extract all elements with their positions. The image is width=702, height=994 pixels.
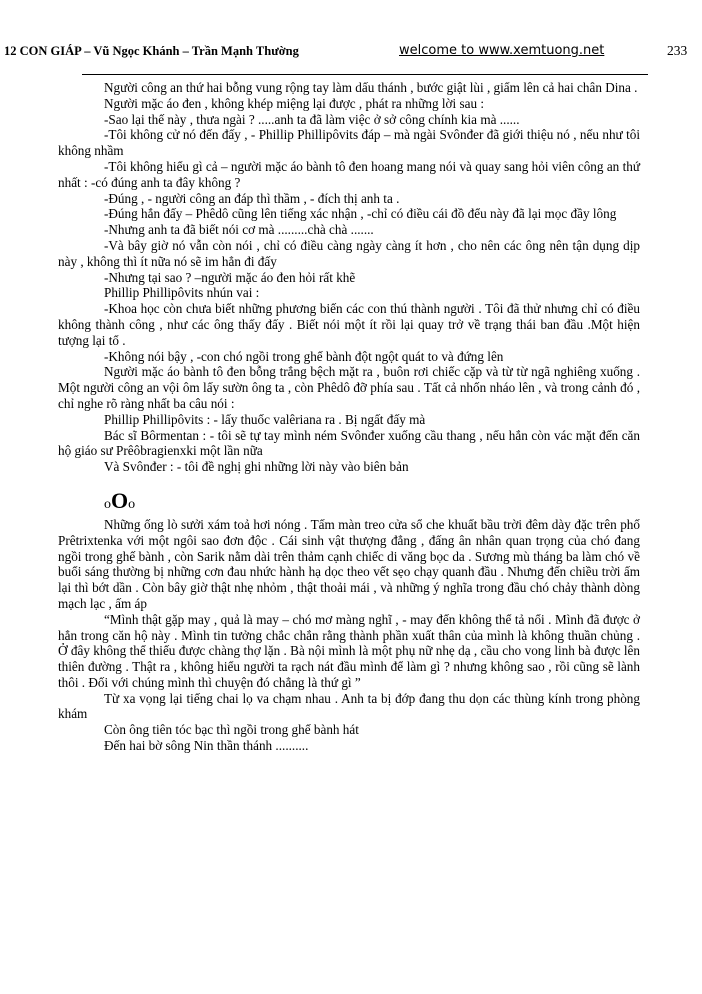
paragraph: -Và bây giờ nó vẫn còn nói , chỉ có điều càng ngày càng ít hơn , cho nên các ông nên tận dụng dịp này , không thì ít nữa nó sẽ im hẳn đi đấy <box>58 237 640 269</box>
paragraph: Bác sĩ Bôrmentan : - tôi sẽ tự tay mình ném Svônđer xuống cầu thang , nếu hắn còn vác mặt đến căn hộ giáo sư Prêôbragienxki một lần nữa <box>58 427 640 459</box>
page-number: 233 <box>667 43 688 58</box>
paragraph: -Nhưng tại sao ? –người mặc áo đen hỏi rất khẽ <box>104 269 356 285</box>
page-body <box>58 80 640 754</box>
paragraph: -Sao lại thế này , thưa ngài ? .....anh ta đã làm việc ở sở công chính kia mà ...... <box>104 111 520 127</box>
paragraph: Người công an thứ hai bỗng vung rộng tay làm dấu thánh , bước giật lùi , giẩm lên cả hai chân Dina . <box>104 80 638 95</box>
paragraph: Người mặc áo bành tô đen bỗng trắng bệch mặt ra , buôn rơi chiếc cặp và từ từ ngã nghiêng xuống . Một người công an vội ôm lấy sườn ông ta , còn Phêdô đỡ phía sau . Tất cả nhốn nháo lên , và trong cảnh đó , chỉ nghe rõ ràng nhất ba câu nói : <box>58 364 640 411</box>
section-separator <box>104 489 640 513</box>
paragraph: -Khoa học còn chưa biết những phương biến các con thú thành người . Tôi đã thử nhưng chỉ có điều không thành công , như các ông thấy đấy . Biết nói một ít rồi lại quay trở về trạng thái ban đầu .Một hiện tượng lại tổ . <box>58 301 640 348</box>
paragraph: “Mình thật gặp may , quả là may – chó mơ màng nghĩ , - may đến không thể tả nổi . Mình đã được ở hẳn trong căn hộ này . Mình tin tưởng chắc chắn rằng thành phần xuất thân của mình là không thuần chủng . Ở đây không thể thiếu được chàng thợ lặn . Bà nội mình là một phụ nữ nhẹ dạ , cầu cho vong linh bà được lên thiên đường . Thật ra , không hiểu người ta rạch nát đầu mình để làm gì ? nhưng không sao , rồi cũng sẽ lành thôi . Đối với chúng mình thì chuyện đó chẳng là thứ gì ” <box>58 611 640 690</box>
paragraph: Phillip Phillipôvits nhún vai : <box>104 285 260 301</box>
paragraph: -Đúng , - người công an đáp thì thầm , - đích thị anh ta . <box>104 190 400 206</box>
separator-left: o <box>104 496 111 512</box>
separator-center: O <box>111 487 129 513</box>
paragraph: Đến hai bờ sông Nin thần thánh .......... <box>104 738 309 754</box>
paragraph: Phillip Phillipôvits : - lấy thuốc valêriana ra . Bị ngất đấy mà <box>104 411 426 427</box>
paragraph: -Tôi không hiểu gì cả – người mặc áo bành tô đen hoang mang nói và quay sang hỏi viên công an thứ nhất : -có đúng anh ta đây không ? <box>58 158 640 190</box>
paragraph: Người mặc áo đen , không khép miệng lại được , phát ra những lời sau : <box>104 95 485 111</box>
paragraph: Những ống lò sưởi xám toả hơi nóng . Tấm màn treo cửa sổ che khuất bầu trời đêm dày đặc trên phố Prêtrixtenka với một ngôi sao đơn độc . Cái sinh vật thượng đẳng , đấng ân nhân quan trọng của chó đang ngồi trong ghế bành , còn Sarik nằm dài trên thảm cạnh chiếc di văng bọc da . Sương mù tháng ba làm chó về buổi sáng thường bị những cơn đau nhức hành hạ dọc theo vết sẹo chạy quanh đầu . Nhưng đến chiều trời ấm lại thì bớt dần . Còn bây giờ thật nhẹ nhỏm , thật thoải mái , và những ý nghĩa trong đầu chó chảy thành dòng mạch lạc , ấm áp <box>58 516 640 611</box>
separator-right: o <box>128 496 136 512</box>
paragraph: Còn ông tiên tóc bạc thì ngồi trong ghế bành hát <box>104 722 359 738</box>
paragraph: -Không nói bậy , -con chó ngồi trong ghế bành đột ngột quát to và đứng lên <box>104 348 504 364</box>
website-link[interactable]: welcome to www.xemtuong.net <box>399 43 605 58</box>
paragraph: Từ xa vọng lại tiếng chai lọ va chạm nhau . Anh ta bị đớp đang thu dọn các thùng kính trong phòng khám <box>58 690 640 722</box>
page-header <box>0 44 702 64</box>
header-divider <box>82 74 648 75</box>
running-title: 12 CON GIÁP – Vũ Ngọc Khánh – Trần Mạnh Thường <box>4 44 299 58</box>
paragraph: Và Svônđer : - tôi đề nghị ghi những lời này vào biên bản <box>104 459 409 475</box>
paragraph: -Tôi không cử nó đến đấy , - Phillip Phillipôvits đáp – mà ngài Svônđer đã giới thiệu nó , nếu như tôi không nhầm <box>58 127 640 159</box>
paragraph: -Nhưng anh ta đã biết nói cơ mà .........chà chà ....... <box>104 222 374 238</box>
paragraph: -Đúng hắn đấy – Phêdô cũng lên tiếng xác nhận , -chỉ có điều cái đồ đểu này đã lại mọc đầy lông <box>104 206 617 222</box>
